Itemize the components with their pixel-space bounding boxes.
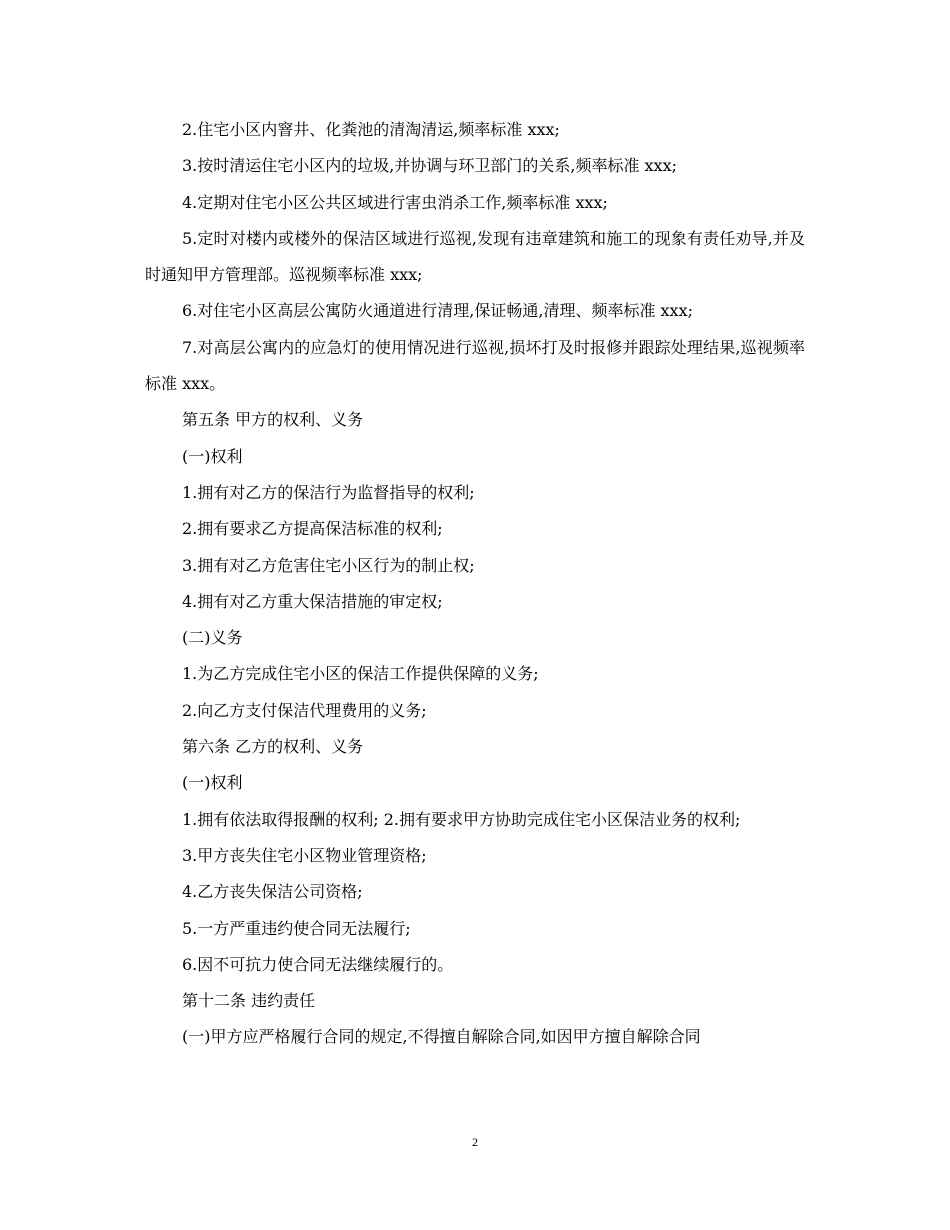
paragraph: 6.对住宅小区高层公寓防火通道进行清理,保证畅通,清理、频率标准 xxx;: [182, 301, 693, 321]
paragraph: 2.住宅小区内窨井、化粪池的清淘清运,频率标准 xxx;: [182, 120, 560, 139]
paragraph: 6.因不可抗力使合同无法继续履行的。: [182, 954, 454, 974]
subsection-heading: (二)义务: [182, 628, 243, 648]
subsection-heading: (一)权利: [182, 773, 243, 793]
section-heading: 第五条 甲方的权利、义务: [182, 410, 364, 430]
paragraph: 5.定时对楼内或楼外的保洁区域进行巡视,发现有违章建筑和施工的现象有责任劝导,并及时通知甲方管理部。巡视频率标准 xxx;: [145, 228, 805, 285]
paragraph: 5.一方严重违约使合同无法履行;: [182, 918, 411, 938]
section-heading: 第十二条 违约责任: [182, 991, 316, 1011]
section-heading: 第六条 乙方的权利、义务: [182, 737, 364, 757]
page-number: 2: [472, 1135, 478, 1149]
paragraph: 1.拥有依法取得报酬的权利; 2.拥有要求甲方协助完成住宅小区保洁业务的权利;: [182, 809, 741, 829]
document-body: [145, 112, 805, 1056]
paragraph: 3.甲方丧失住宅小区物业管理资格;: [182, 845, 427, 865]
paragraph: 2.向乙方支付保洁代理费用的义务;: [182, 700, 427, 720]
paragraph: 4.乙方丧失保洁公司资格;: [182, 882, 363, 902]
paragraph: 4.定期对住宅小区公共区域进行害虫消杀工作,频率标准 xxx;: [182, 192, 608, 212]
subsection-heading: (一)权利: [182, 446, 243, 466]
paragraph: (一)甲方应严格履行合同的规定,不得擅自解除合同,如因甲方擅自解除合同: [182, 1027, 701, 1047]
paragraph: 3.拥有对乙方危害住宅小区行为的制止权;: [182, 555, 475, 575]
paragraph: 1.拥有对乙方的保洁行为监督指导的权利;: [182, 482, 475, 502]
paragraph: 4.拥有对乙方重大保洁措施的审定权;: [182, 591, 443, 611]
paragraph: 7.对高层公寓内的应急灯的使用情况进行巡视,损坏打及时报修并跟踪处理结果,巡视频率标准 xxx。: [145, 337, 805, 394]
paragraph: 2.拥有要求乙方提高保洁标准的权利;: [182, 519, 443, 539]
paragraph: 3.按时清运住宅小区内的垃圾,并协调与环卫部门的关系,频率标准 xxx;: [182, 156, 677, 176]
paragraph: 1.为乙方完成住宅小区的保洁工作提供保障的义务;: [182, 664, 539, 684]
